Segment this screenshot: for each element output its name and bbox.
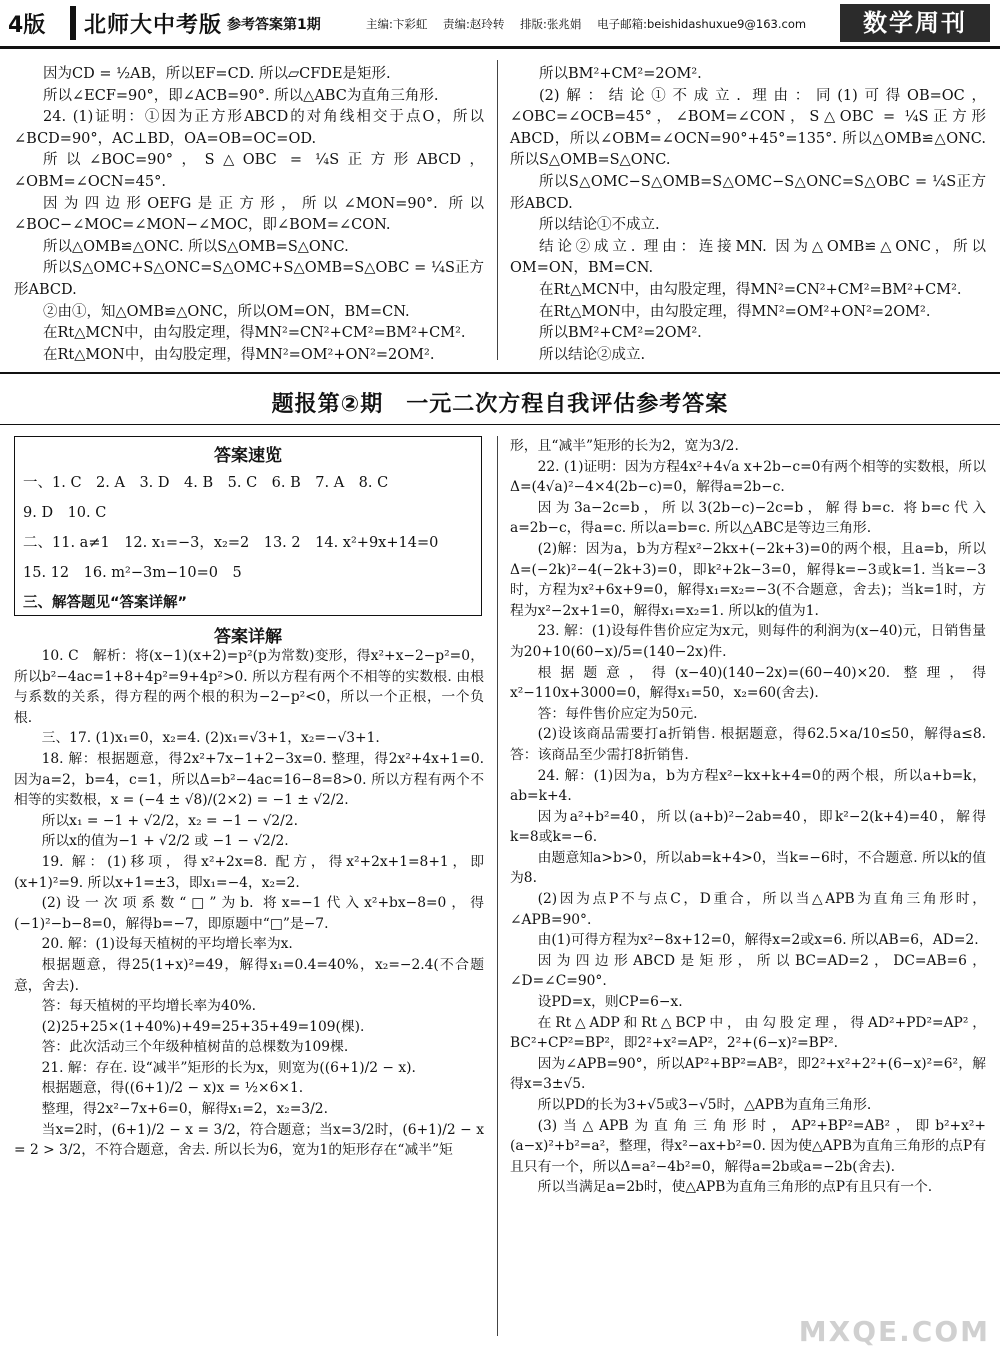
bottom-left-column [14,646,484,1161]
paragraph: 24. 解：(1)因为a，b为方程x²−kx+k+4=0的两个根，所以a+b=k，ab=k+4. [510,767,986,805]
paragraph: 根据题意，得25(1+x)²=49，解得x₁=0.4=40%，x₂=−2.4(不合题意，舍去). [14,956,484,994]
paragraph: 所以BM²+CM²=2OM². [539,325,702,342]
paragraph: 10. C 解析：将(x−1)(x+2)=p²(p为常数)变形，得x²+x−2−p²=0，所以b²−4ac=1+8+4p²=9+4p²>0. 所以方程有两个不相等的实数根. 由根与系数的关系，得方程的两个根的积为−2−p²<0，所以一个正根，一个负根. [14,648,484,726]
paragraph: 所以x₁ = −1 + √2/2，x₂ = −1 − √2/2. [41,812,298,829]
paragraph: 由(1)可得方程为x²−8x+12=0，解得x=2或x=6. 所以AB=6，AD=2. [537,932,979,949]
brand-logo: 数学周刊 [840,4,990,42]
paragraph: 根据题意，得(x−40)(140−2x)=(60−40)×20. 整理，得x²−110x+3000=0，解得x₁=50，x₂=60(舍去). [510,664,986,702]
paragraph: 所以结论①不成立. [539,217,660,234]
paragraph: 形，且“减半”矩形的长为2，宽为3/2. [510,438,739,454]
paragraph: 答：每天植树的平均增长率为40%. [41,998,257,1015]
paragraph: 所以∠ECF=90°，即∠ACB=90°. 所以△ABC为直角三角形. [43,87,439,104]
edition-number: 4版 [8,13,46,38]
column-divider [497,436,498,1336]
paragraph: 答：每件售价应定为50元. [537,705,698,722]
paragraph: 根据题意，得((6+1)/2 − x)x = ½×6×1. [41,1080,304,1097]
answer-row: 三、解答题见“答案详解” [23,595,188,611]
chief-editor: 主编:卞彩虹 [366,17,428,31]
paragraph: 因为四边形OEFG是正方形，所以∠MON=90°. 所以∠BOC−∠MOC=∠MON−∠MOC，即∠BOM=∠CON. [14,195,484,234]
paragraph: 所以BM²+CM²=2OM². [539,66,702,82]
answer-row: 15. 12 16. m²−3m−10=0 5 [23,565,242,581]
paragraph: 所以PD的长为3+√5或3−√5时，△APB为直角三角形. [537,1097,872,1113]
top-left-column [14,64,484,366]
answer-row: 二、11. a≠1 12. x₁=−3，x₂=2 13. 2 14. x²+9x+14=0 [23,535,439,551]
paragraph: 在Rt△MON中，由勾股定理，得MN²=OM²+ON²=2OM². [539,303,931,320]
column-divider [497,60,498,360]
paragraph: 因为∠APB=90°，所以AP²+BP²=AB²，即2²+x²+2²+(6−x)²=6²，解得x=3±√5. [510,1055,986,1093]
paragraph: 整理，得2x²−7x+6=0，解得x₁=2，x₂=3/2. [41,1101,328,1118]
paragraph: 所以S△OMC+S△ONC=S△OMC+S△OMB=S△OBC = ¼S正方形ABCD. [14,260,484,298]
paragraph: 21. 解：存在. 设“减半”矩形的长为x，则宽为((6+1)/2 − x). [41,1059,416,1076]
paragraph: 结论②成立. 理由：连接MN. 因为△OMB≌△ONC，所以OM=ON，BM=CN. [510,238,986,277]
paragraph: 三、17. (1)x₁=0，x₂=4. (2)x₁=√3+1，x₂=−√3+1. [41,730,380,747]
paragraph: 因为3a−2c=b，所以3(2b−c)−2c=b，解得b=c. 将b=c代入a=2b−c，得a=c. 所以a=b=c. 所以△ABC是等边三角形. [510,499,986,537]
answer-overview-heading: 答案速览 [214,446,282,466]
paragraph: 18. 解：根据题意，得2x²+7x−1+2−3x=0. 整理，得2x²+4x+1=0. 因为a=2，b=4，c=1，所以Δ=b²−4ac=16−8=8>0. 所以方程有两个不相等的实数根，x = (−4 ± √8)/(2×2) = −1 ± √2/2. [14,750,484,809]
paragraph: ②由①，知△OMB≌△ONC，所以OM=ON，BM=CN. [43,303,410,320]
paragraph: (2)设该商品需要打a折销售. 根据题意，得62.5×a/10≤50，解得a≤8. 答：该商品至少需打8折销售. [510,726,986,763]
paragraph: 在Rt△ADP和Rt△BCP中，由勾股定理，得AD²+PD²=AP²，BC²+CP²=BP²，即2²+x²=AP²，2²+(6−x)²=BP². [510,1014,986,1052]
section-title: 题报第②期 一元二次方程自我评估参考答案 [271,392,729,417]
paragraph: 在Rt△MCN中，由勾股定理，得MN²=CN²+CM²=BM²+CM². [43,325,466,342]
responsible-editor: 责编:赵玲转 [443,17,505,31]
paragraph: 因为四边形ABCD是矩形，所以BC=AD=2，DC=AB=6，∠D=∠C=90°. [510,952,986,990]
answer-row: 9. D 10. C [23,505,107,521]
answer-overview-box [14,436,482,616]
credits-line [366,16,818,32]
detail-heading: 答案详解 [214,627,282,647]
paragraph: 所以x的值为−1 + √2/2 或 −1 − √2/2. [41,833,289,850]
paragraph: 所以S△OMC−S△OMB=S△OMC−S△ONC=S△OBC = ¼S正方形ABCD. [510,173,986,212]
paragraph: 由题意知a>b>0，所以ab=k+4>0，当k=−6时，不合题意. 所以k的值为8. [510,849,986,887]
issue-label: 参考答案第1期 [227,17,321,33]
answer-row: 一、1. C 2. A 3. D 4. B 5. C 6. B 7. A 8. C [23,475,389,491]
paragraph: (2)设一次项系数“□”为b. 将x=−1代入x²+bx−8=0，得(−1)²−b−8=0，解得b=−7，即原题中“□”是−7. [14,895,484,932]
watermark: MXQE.COM [798,1315,990,1348]
page-header [0,0,1000,49]
paragraph: 23. 解：(1)设每件售价应定为x元，则每件的利润为(x−40)元，日销售量为20+10(60−x)/5=(140−2x)件. [510,623,986,660]
paragraph: 所以结论②成立. [539,346,646,363]
header-divider-bar [70,6,76,40]
paper-title: 北师大中考版 [84,13,223,38]
paragraph: 设PD=x，则CP=6−x. [537,994,683,1011]
paragraph: 22. (1)证明：因为方程4x²+4√a x+2b−c=0有两个相等的实数根，所以Δ=(4√a)²−4×4(2b−c)=0，解得a=2b−c. [510,458,987,496]
typesetter: 排版:张兆娟 [520,17,582,31]
bottom-right-column [510,436,986,1198]
section-rule-lower [0,424,1000,425]
paragraph: 所以∠BOC=90°，S△OBC = ¼S正方形ABCD，∠OBM=∠OCN=45°. [14,152,484,190]
paragraph: (2)25+25×(1+40%)+49=25+35+49=109(棵). [41,1018,365,1035]
paragraph: 20. 解：(1)设每天植树的平均增长率为x. [41,936,293,953]
paragraph: (2)因为点P不与点C，D重合，所以当△APB为直角三角形时，∠APB=90°. [510,891,986,928]
paragraph: 在Rt△MCN中，由勾股定理，得MN²=CN²+CM²=BM²+CM². [539,281,962,298]
paragraph: (3)当△APB为直角三角形时，AP²+BP²=AB²，即b²+x²+(a−x)²+b²=a²，整理，得x²−ax+b²=0. 因为使△APB为直角三角形的点P有且只有一个，所以Δ=a²−4b²=0，解得a=2b或a=−2b(舍去). [510,1117,986,1175]
paragraph: 当x=2时，(6+1)/2 − x = 3/2，符合题意；当x=3/2时，(6+1)/2 − x = 2 > 3/2，不符合题意，舍去. 所以长为6，宽为1的矩形存在“减半”矩 [14,1121,484,1159]
paragraph: 因为CD = ½AB，所以EF=CD. 所以▱CFDE是矩形. [43,66,391,82]
paragraph: 24. (1)证明：①因为正方形ABCD的对角线相交于点O，所以∠BCD=90°，AC⊥BD，OA=OB=OC=OD. [14,109,484,147]
paragraph: 答：此次活动三个年级种植树苗的总棵数为109棵. [41,1039,349,1056]
top-right-column [510,64,986,366]
paragraph: 所以△OMB≌△ONC. 所以S△OMB=S△ONC. [43,238,349,255]
paragraph: (2)解：因为a，b为方程x²−2kx+(−2k+3)=0的两个根，且a=b，所以Δ=(−2k)²−4(−2k+3)=0，即k²+2k−3=0，解得k=−3或k=1. 当k=−3时，方程为x²+6x+9=0，解得x₁=x₂=−3(不合题意，舍去)；当k=1时，方程为x²−2x+1=0，解得x₁=x₂=1. 所以k的值为1. [510,540,986,619]
email: 电子邮箱:beishidashuxue9@163.com [597,17,807,31]
section-rule [0,372,1000,374]
paragraph: 所以当满足a=2b时，使△APB为直角三角形的点P有且只有一个. [537,1179,933,1196]
paragraph: 因为a²+b²=40，所以(a+b)²−2ab=40，即k²−2(k+4)=40，解得k=8或k=−6. [510,808,986,846]
paragraph: (2)解：结论①不成立. 理由：同(1)可得OB=OC，∠OBC=∠OCB=45°，∠BOM=∠CON，S△OBC = ¼S正方形ABCD，所以∠OBM=∠OCN=90°+45°=135°. 所以△OMB≌△ONC. 所以S△OMB=S△ONC. [510,87,986,169]
paragraph: 19. 解：(1)移项，得x²+2x=8. 配方，得x²+2x+1=8+1，即(x+1)²=9. 所以x+1=±3，即x₁=−4，x₂=2. [14,853,484,891]
paragraph: 在Rt△MON中，由勾股定理，得MN²=OM²+ON²=2OM². [43,346,435,363]
